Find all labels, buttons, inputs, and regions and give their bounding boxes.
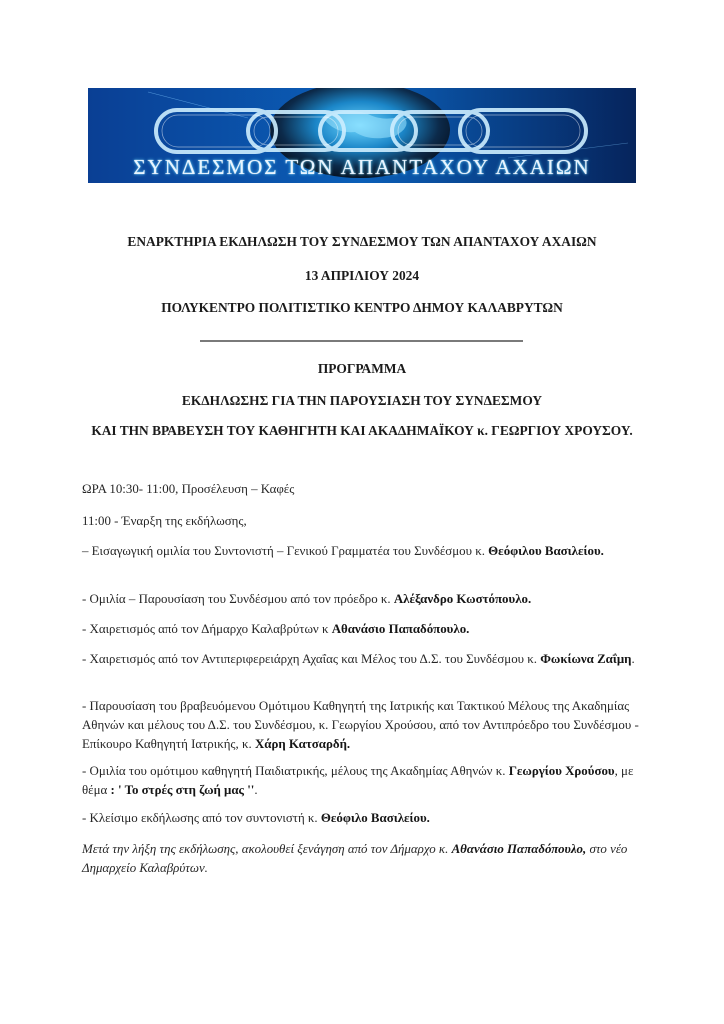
speaker-name: Αλέξανδρο Κωστόπουλο. <box>393 592 532 606</box>
program-item-honoree-presentation <box>82 697 642 754</box>
event-date: 13 ΑΠΡΙΛΙΟΥ 2024 <box>304 268 420 283</box>
program-closing-note: Μετά την λήξη της εκδήλωσης, ακολουθεί ξενάγηση από τον Δήμαρχο κ. Αθανάσιο Παπαδόπουλο, στο νέο Δημαρχείο Καλαβρύτων. <box>82 842 628 875</box>
item-text: - Κλείσιμο εκδήλωσης από τον συντονιστή κ. <box>82 811 321 825</box>
program-start: 11:00 - Έναρξη της εκδήλωσης, <box>82 514 247 528</box>
speaker-name: Χάρη Κατσαρδή. <box>254 737 351 751</box>
event-venue: ΠΟΛΥΚΕΝΤΡΟ ΠΟΛΙΤΙΣΤΙΚΟ ΚΕΝΤΡΟ ΔΗΜΟΥ ΚΑΛΑΒΡΥΤΩΝ <box>161 300 563 315</box>
item-text: – Εισαγωγική ομιλία του Συντονιστή – Γενικού Γραμματέα του Συνδέσμου κ. <box>82 544 489 558</box>
banner-title: ΣΥΝΔΕΣΜΟΣ ΤΩΝ ΑΠΑΝΤΑΧΟΥ ΑΧΑΙΩΝ <box>133 155 591 179</box>
speaker-name: Γεωργίου Χρούσου <box>508 764 615 778</box>
program-item-honoree-speech: - Ομιλία του ομότιμου καθηγητή Παιδιατρικής, μέλους της Ακαδημίας Αθηνών κ. Γεωργίου Χρούσου, με θέμα : ' Το στρές στη ζωή μας ''. <box>82 764 634 797</box>
program-title: ΠΡΟΓΡΑΜΜΑ <box>317 361 407 376</box>
program-item-closing <box>82 809 642 828</box>
program-item-mayor-greeting <box>82 620 642 639</box>
event-title: ΕΝΑΡΚΤΗΡΙΑ ΕΚΔΗΛΩΣΗ ΤΟΥ ΣΥΝΔΕΣΜΟΥ ΤΩΝ ΑΠΑΝΤΑΧΟΥ ΑΧΑΙΩΝ <box>127 234 597 249</box>
item-text: - Ομιλία του ομότιμου καθηγητή Παιδιατρικής, μέλους της Ακαδημίας Αθηνών κ. <box>82 764 509 778</box>
association-banner <box>88 88 636 183</box>
speaker-name: Θεόφιλου Βασιλείου. <box>488 544 604 558</box>
program-subtitle-2: ΚΑΙ ΤΗΝ ΒΡΑΒΕΥΣΗ ΤΟΥ ΚΑΘΗΓΗΤΗ ΚΑΙ ΑΚΑΔΗΜΑΪΚΟΥ κ. ΓΕΩΡΓΙΟΥ ΧΡΟΥΣΟΥ. <box>91 423 633 438</box>
speech-topic: : ' Το στρές στη ζωή μας '' <box>110 783 255 797</box>
item-text: - Χαιρετισμός από τον Αντιπεριφερειάρχη Αχαΐας και Μέλος του Δ.Σ. του Συνδέσμου κ. <box>82 652 541 666</box>
divider-line <box>200 340 523 342</box>
program-arrival: ΩΡΑ 10:30- 11:00, Προσέλευση – Καφές <box>82 482 295 496</box>
speaker-name: Θεόφιλο Βασιλείου. <box>320 811 430 825</box>
item-text: - Παρουσίαση του βραβευόμενου Ομότιμου Καθηγητή της Ιατρικής και Τακτικού Μέλους της Ακαδημίας Αθηνών και μέλους του Δ.Σ. του Συνδέσμου, κ. Γεωργίου Χρούσου, από τον Αντιπρόεδρο του Συνδέσμου - Επίκουρο Καθηγητή Ιατρικής, κ. <box>82 699 639 751</box>
program-item-vice-governor-greeting: - Χαιρετισμός από τον Αντιπεριφερειάρχη Αχαΐας και Μέλος του Δ.Σ. του Συνδέσμου κ. Φωκίωνα Ζαΐμη. <box>82 652 635 666</box>
item-text: - Χαιρετισμός από τον Δήμαρχο Καλαβρύτων κ <box>82 622 332 636</box>
speaker-name: Φωκίωνα Ζαΐμη <box>540 652 632 666</box>
program-item-intro-speech <box>82 542 642 561</box>
host-name: Αθανάσιο Παπαδόπουλο, <box>451 842 587 856</box>
item-text: - Ομιλία – Παρουσίαση του Συνδέσμου από τον πρόεδρο κ. <box>82 592 394 606</box>
program-subtitle-1: ΕΚΔΗΛΩΣΗΣ ΓΙΑ ΤΗΝ ΠΑΡΟΥΣΙΑΣΗ ΤΟΥ ΣΥΝΔΕΣΜΟΥ <box>181 393 543 408</box>
note-text: Μετά την λήξη της εκδήλωσης, ακολουθεί ξενάγηση από τον Δήμαρχο κ. <box>82 842 452 856</box>
program-item-president-speech <box>82 590 642 609</box>
speaker-name: Αθανάσιο Παπαδόπουλο. <box>331 622 470 636</box>
